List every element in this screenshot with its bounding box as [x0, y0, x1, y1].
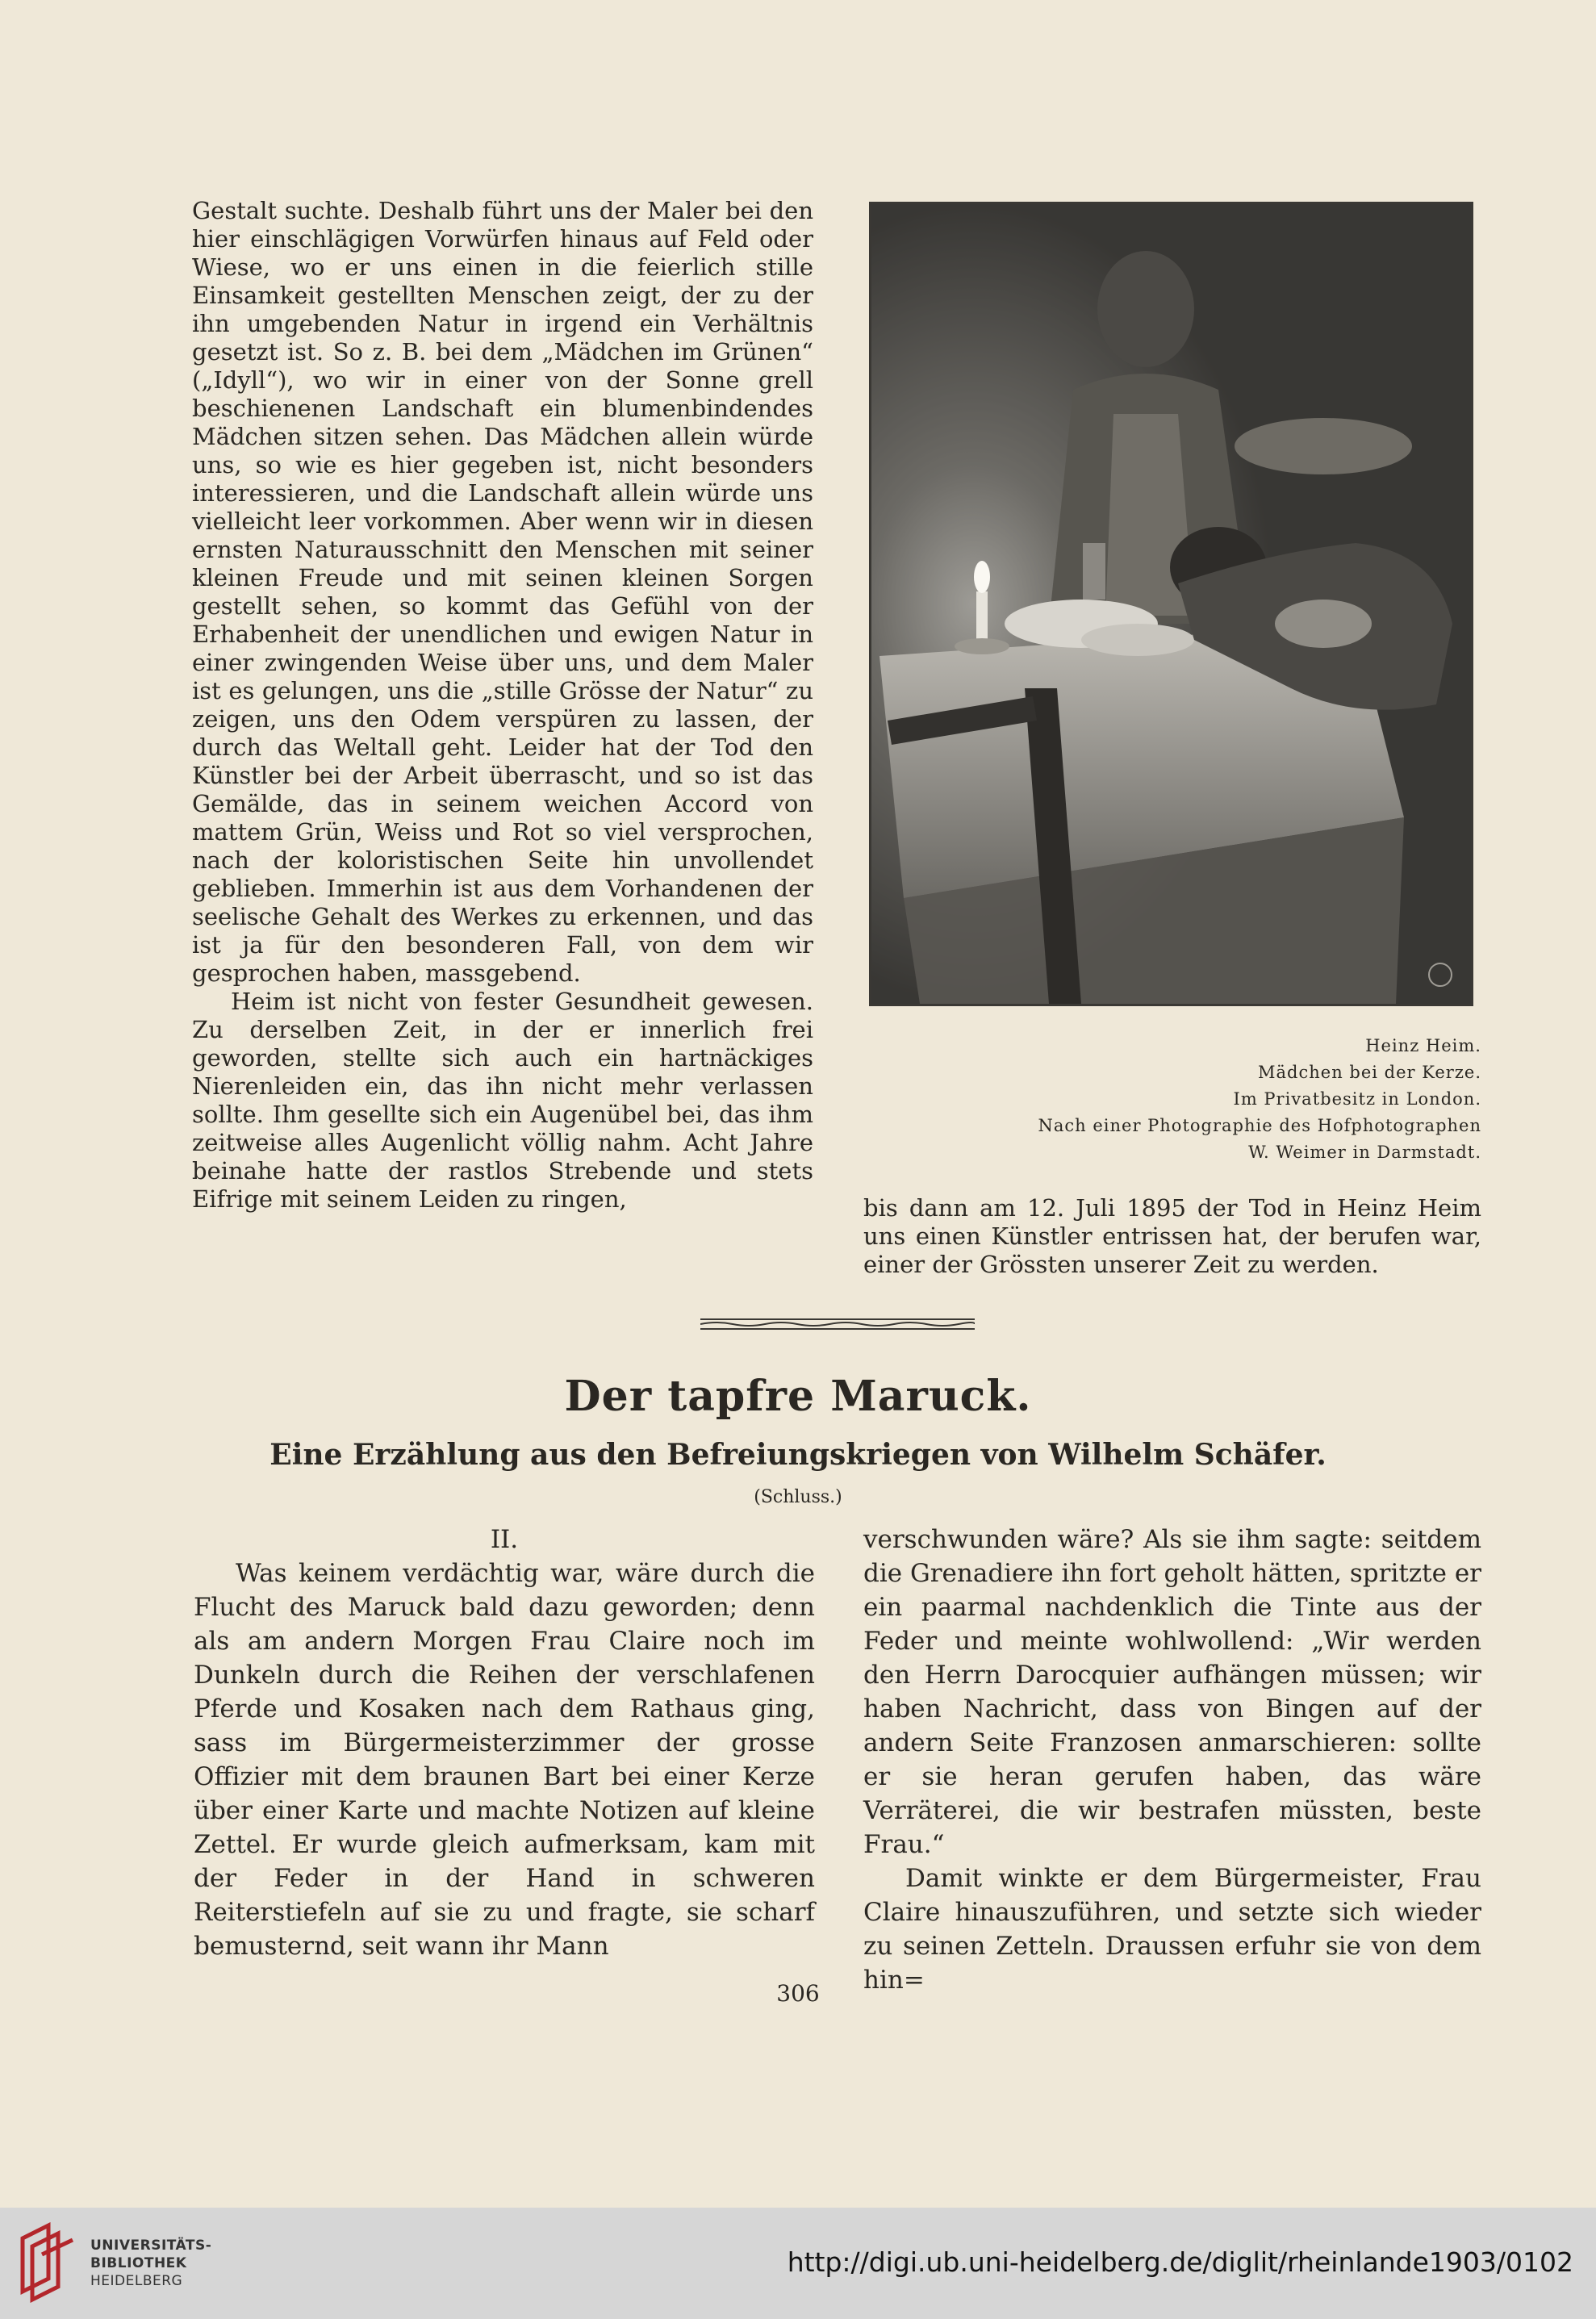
story-paragraph: Damit winkte er dem Bürgermeister, Frau Claire hinauszuführen, und setzte sich wieder zu seinen Zetteln. Draussen erfuhr sie von dem hin= — [863, 1864, 1481, 1995]
article-paragraph: Gestalt suchte. Deshalb führt uns der Maler bei den hier einschlägigen Vorwürfen hinaus auf Feld oder Wiese, wo er uns einen in die feierlich stille Einsamkeit gestellten Menschen zeigt, der zu der ihn umgebenden Natur in irgend ein Verhältnis gesetzt ist. So z. B. bei dem „Mädchen im Grünen“ („Idyll“), wo wir in einer von der Sonne grell beschienenen Landschaft ein blumenbindendes Mädchen sitzen sehen. Das Mädchen allein würde uns, so wie es hier gegeben ist, nicht besonders interessieren, und die Landschaft allein würde uns vielleicht leer vorkommen. Aber wenn wir in diesen ernsten Naturausschnitt den Menschen mit seiner kleinen Freude und mit seinen kleinen Sorgen gestellt sehen, so kommt das Gefühl von der Erhabenheit der unendlichen und ewigen Natur in einer zwingenden Weise über uns, und dem Maler ist es gelungen, uns die „stille Grösse der Natur“ zu zeigen, uns den Odem verspüren zu lassen, der durch das Weltall geht. Leider hat der Tod den Künstler bei der Arbeit überrascht, und so ist das Gemälde, das in seinem weichen Accord von mattem Grün, Weiss und Rot so viel versprochen, nach der koloristischen Seite hin unvollendet geblieben. Immerhin ist aus dem Vorhandenen der seelische Gehalt des Werkes zu erkennen, und das ist ja für den besonderen Fall, von dem wir gesprochen haben, massgebend. — [192, 197, 813, 987]
caption-title: Mädchen bei der Kerze. — [1258, 1063, 1481, 1082]
article-paragraph: Heim ist nicht von fester Gesundheit gewesen. Zu derselben Zeit, in der er innerlich frei geworden, stellte sich auch ein hartnäckiges Nierenleiden ein, das ihn nicht mehr verlassen sollte. Ihm gesellte sich ein Augenübel bei, das ihm zeitweise alles Augenlicht völlig nahm. Acht Jahre beinahe hatte der rastlos Strebende und stets Eifrige mit seinem Leiden zu ringen, — [192, 988, 813, 1213]
painting-reproduction — [869, 202, 1473, 1006]
ornamental-divider — [700, 1314, 975, 1335]
story-subtitle: Eine Erzählung aus den Befreiungskriegen von Wilhelm Schäfer. — [269, 1438, 1327, 1472]
library-name-line: BIBLIOTHEK — [90, 2255, 187, 2271]
library-name-line: UNIVERSITÄTS- — [90, 2238, 212, 2254]
story-column-left — [194, 1523, 815, 1963]
story-paragraph: verschwunden wäre? Als sie ihm sagte: seitdem die Grenadiere ihn fort geholt hätten, spritzte er ein paarmal nachdenklich die Tinte aus der Feder und meinte wohlwollend: „Wir werden den Herrn Darocquier aufhängen müssen; wir haben Nachricht, dass von Bingen auf der andern Seite Franzosen anmarschieren: sollte er sie heran gerufen haben, das wäre Verräterei, die wir bestrafen müssten, beste Frau.“ — [863, 1525, 1481, 1859]
article-column-left — [192, 197, 813, 1214]
caption-artist: Heinz Heim. — [1365, 1036, 1481, 1055]
library-name-line: HEIDELBERG — [90, 2273, 183, 2289]
story-paragraph: Was keinem verdächtig war, wäre durch die Flucht des Maruck bald dazu geworden; denn als am andern Morgen Frau Claire noch im Dunkeln durch die Reihen der verschlafenen Pferde und Kosaken nach dem Rathaus ging, sass im Bürgermeisterzimmer der grosse Offizier mit dem braunen Bart bei einer Kerze über einer Karte und machte Notizen auf kleine Zettel. Er wurde gleich aufmerksam, kam mit der Feder in der Hand in schweren Reiterstiefeln auf sie zu und fragte, sie scharf bemusternd, seit wann ihr Mann — [194, 1559, 815, 1961]
library-logo-icon — [16, 2222, 79, 2303]
caption-owner: Im Privatbesitz in London. — [1233, 1089, 1481, 1109]
caption-credit: Nach einer Photographie des Hofphotographen — [1038, 1116, 1481, 1135]
story-column-right — [863, 1523, 1481, 1997]
source-url-link[interactable]: http://digi.ub.uni-heidelberg.de/diglit/rheinlande1903/0102 — [787, 2246, 1573, 2278]
story-continuation-note: (Schluss.) — [754, 1487, 842, 1507]
caption-credit: W. Weimer in Darmstadt. — [1248, 1143, 1481, 1162]
digitization-footer — [0, 2208, 1596, 2319]
section-number: II. — [490, 1525, 519, 1554]
article-column-right — [863, 1194, 1481, 1279]
image-caption — [888, 1033, 1481, 1166]
library-name — [90, 2237, 211, 2290]
page-number: 306 — [776, 1980, 820, 2007]
article-paragraph: bis dann am 12. Juli 1895 der Tod in Heinz Heim uns einen Künstler entrissen hat, der berufen war, einer der Grössten unserer Zeit zu werden. — [863, 1194, 1481, 1278]
story-title: Der tapfre Maruck. — [564, 1372, 1032, 1421]
candle-painting-image — [871, 204, 1471, 1004]
